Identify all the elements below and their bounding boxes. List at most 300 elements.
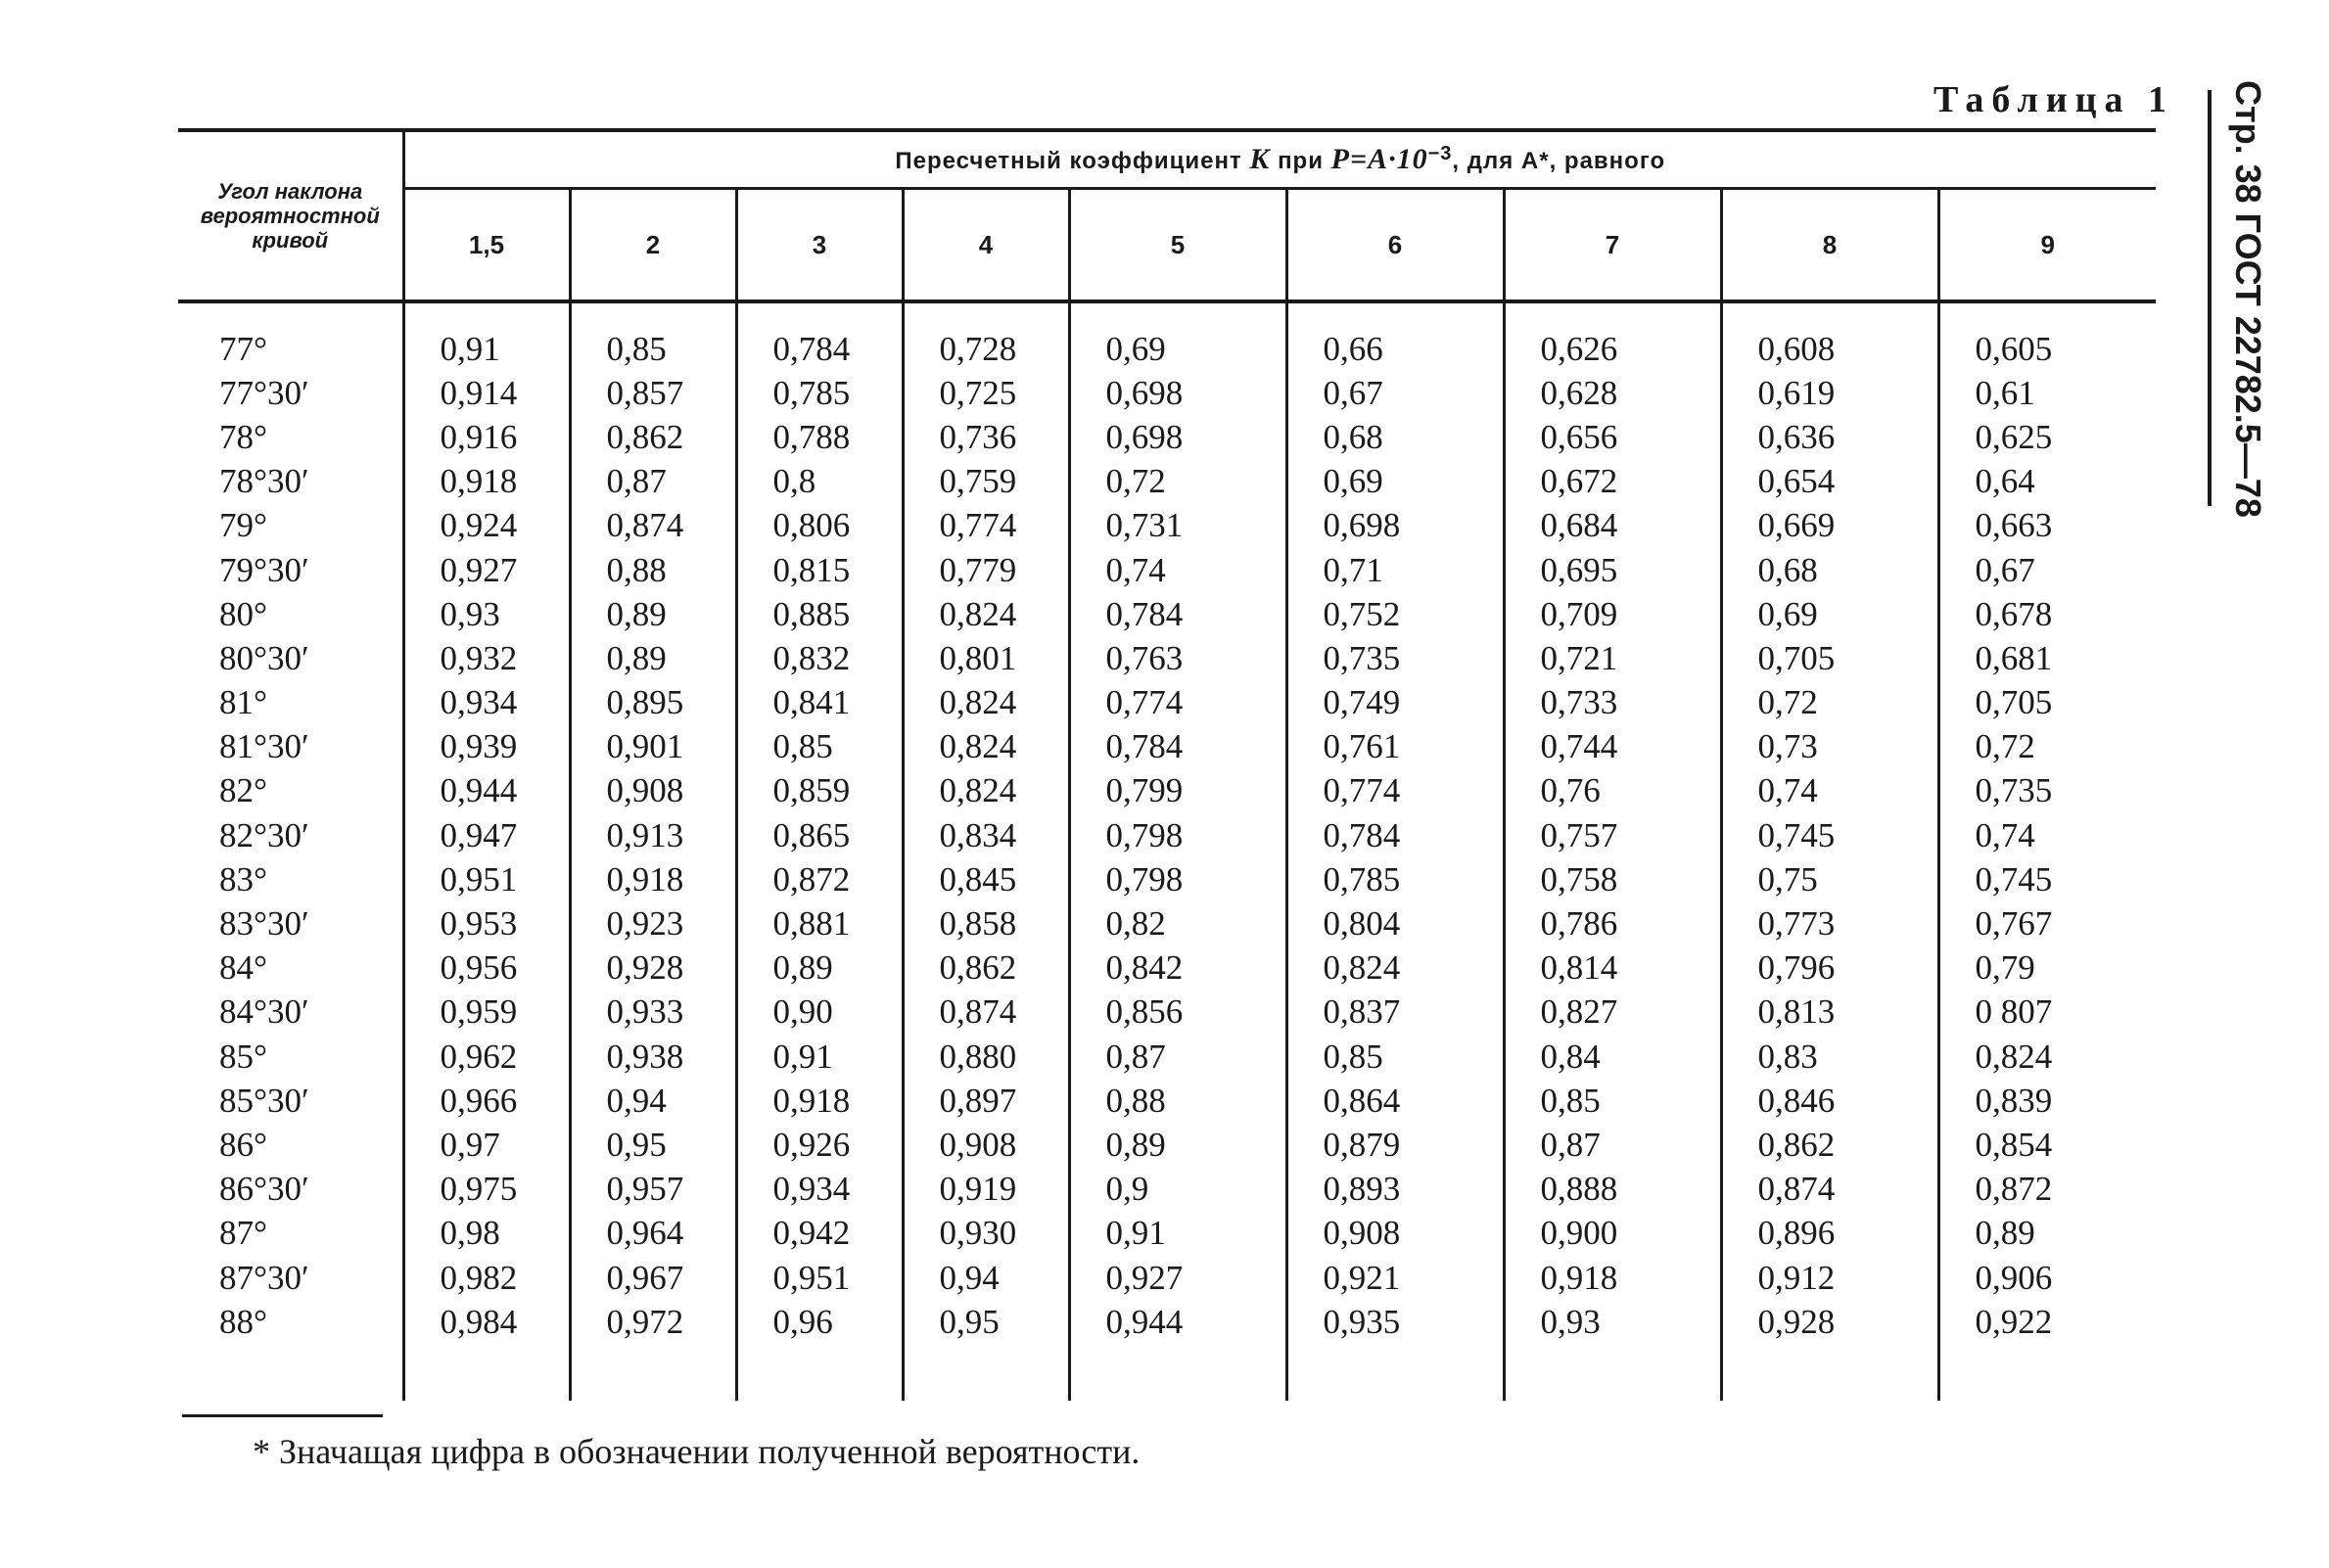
value-cell: 0,813	[1721, 991, 1938, 1035]
value-cell: 0,725	[903, 371, 1069, 415]
group-header-exponent: −3	[1427, 143, 1453, 164]
table-row	[178, 636, 2156, 680]
value-cell: 0,908	[1286, 1212, 1504, 1256]
value-cell: 0,749	[1286, 681, 1504, 725]
value-cell: 0,879	[1286, 1123, 1504, 1167]
value-cell: 0,888	[1504, 1168, 1721, 1212]
value-cell: 0,827	[1504, 991, 1721, 1035]
value-cell: 0,845	[903, 857, 1069, 901]
value-cell: 0,728	[903, 327, 1069, 371]
value-cell: 0,735	[1938, 769, 2156, 813]
value-cell: 0,944	[403, 769, 570, 813]
value-cell: 0,69	[1286, 460, 1504, 504]
value-cell: 0,95	[903, 1300, 1069, 1344]
value-cell: 0,656	[1504, 415, 1721, 459]
value-cell: 0,862	[570, 415, 736, 459]
table-row	[178, 1256, 2156, 1300]
column-header: 6	[1286, 189, 1504, 302]
value-cell: 0,824	[903, 592, 1069, 636]
value-cell: 0,605	[1938, 327, 2156, 371]
spacer-row	[178, 301, 2156, 327]
table-row	[178, 1035, 2156, 1079]
value-cell: 0,759	[903, 460, 1069, 504]
value-cell: 0,75	[1721, 857, 1938, 901]
value-cell: 0,913	[570, 813, 736, 857]
value-cell: 0,608	[1721, 327, 1938, 371]
value-cell: 0,785	[1286, 857, 1504, 901]
value-cell: 0,89	[570, 592, 736, 636]
value-cell: 0,66	[1286, 327, 1504, 371]
table-row	[178, 1123, 2156, 1167]
group-header-middle: при	[1278, 148, 1324, 174]
angle-cell: 78°30′	[219, 462, 309, 501]
table-row	[178, 725, 2156, 769]
column-header: 1,5	[403, 189, 570, 302]
value-cell: 0,927	[1069, 1256, 1286, 1300]
angle-cell: 81°30′	[219, 727, 309, 766]
tail-row	[178, 1344, 2156, 1401]
value-cell: 0,926	[736, 1123, 903, 1167]
value-cell: 0,799	[1069, 769, 1286, 813]
empty-cell	[903, 1344, 1069, 1401]
value-cell: 0,854	[1938, 1123, 2156, 1167]
value-cell: 0,824	[1938, 1035, 2156, 1079]
value-cell: 0,87	[1504, 1123, 1721, 1167]
empty-cell	[1069, 301, 1286, 327]
angle-cell: 80°30′	[219, 638, 309, 677]
column-header: 7	[1504, 189, 1721, 302]
column-header: 9	[1938, 189, 2156, 302]
value-cell: 0,824	[903, 725, 1069, 769]
value-cell: 0,784	[1069, 592, 1286, 636]
value-cell: 0,72	[1938, 725, 2156, 769]
value-cell: 0,916	[403, 415, 570, 459]
angle-cell: 79°30′	[219, 550, 309, 589]
value-cell: 0,67	[1286, 371, 1504, 415]
value-cell: 0,972	[570, 1300, 736, 1344]
value-cell: 0,67	[1938, 548, 2156, 592]
value-cell: 0,975	[403, 1168, 570, 1212]
value-cell: 0,788	[736, 415, 903, 459]
empty-cell	[1504, 301, 1721, 327]
empty-cell	[403, 301, 570, 327]
value-cell: 0,964	[570, 1212, 736, 1256]
angle-cell: 86°30′	[219, 1170, 309, 1209]
empty-cell	[1721, 301, 1938, 327]
value-cell: 0,859	[736, 769, 903, 813]
table-caption: Таблица 1	[1933, 79, 2175, 120]
value-cell: 0,832	[736, 636, 903, 680]
value-cell: 0,763	[1069, 636, 1286, 680]
value-cell: 0,774	[903, 504, 1069, 548]
value-cell: 0,91	[1069, 1212, 1286, 1256]
value-cell: 0,721	[1504, 636, 1721, 680]
value-cell: 0,85	[736, 725, 903, 769]
value-cell: 0,837	[1286, 991, 1504, 1035]
empty-cell	[1286, 1344, 1504, 1401]
value-cell: 0,779	[903, 548, 1069, 592]
table-row	[178, 504, 2156, 548]
angle-cell: 79°	[219, 506, 267, 545]
value-cell: 0,626	[1504, 327, 1721, 371]
angle-cell: 85°30′	[219, 1081, 309, 1120]
value-cell: 0,967	[570, 1256, 736, 1300]
empty-cell	[736, 301, 903, 327]
value-cell: 0,89	[1069, 1123, 1286, 1167]
value-cell: 0,824	[903, 681, 1069, 725]
value-cell: 0,918	[403, 460, 570, 504]
value-cell: 0,864	[1286, 1079, 1504, 1123]
value-cell: 0,774	[1069, 681, 1286, 725]
column-header-row	[178, 189, 2156, 302]
value-cell: 0,636	[1721, 415, 1938, 459]
value-cell: 0,784	[736, 327, 903, 371]
angle-cell: 87°	[219, 1214, 267, 1253]
page-header	[2218, 80, 2277, 518]
value-cell: 0,815	[736, 548, 903, 592]
stub-header-line-2: вероятностной	[200, 204, 380, 228]
value-cell: 0,72	[1721, 681, 1938, 725]
value-cell: 0,705	[1938, 681, 2156, 725]
value-cell: 0,672	[1504, 460, 1721, 504]
value-cell: 0,94	[903, 1256, 1069, 1300]
value-cell: 0,785	[736, 371, 903, 415]
value-cell: 0,921	[1286, 1256, 1504, 1300]
value-cell: 0,804	[1286, 901, 1504, 945]
value-cell: 0,88	[570, 548, 736, 592]
value-cell: 0,93	[1504, 1300, 1721, 1344]
value-cell: 0,628	[1504, 371, 1721, 415]
empty-cell	[1721, 1344, 1938, 1401]
value-cell: 0,796	[1721, 946, 1938, 991]
value-cell: 0,839	[1938, 1079, 2156, 1123]
value-cell: 0,72	[1069, 460, 1286, 504]
value-cell: 0,834	[903, 813, 1069, 857]
table-row	[178, 813, 2156, 857]
column-header: 8	[1721, 189, 1938, 302]
angle-cell: 77°	[219, 329, 267, 368]
value-cell: 0,962	[403, 1035, 570, 1079]
value-cell: 0,773	[1721, 901, 1938, 945]
value-cell: 0,684	[1504, 504, 1721, 548]
value-cell: 0,928	[1721, 1300, 1938, 1344]
empty-cell	[736, 1344, 903, 1401]
value-cell: 0,872	[736, 857, 903, 901]
value-cell: 0,824	[903, 769, 1069, 813]
value-cell: 0,757	[1504, 813, 1721, 857]
table-row	[178, 371, 2156, 415]
value-cell: 0,938	[570, 1035, 736, 1079]
value-cell: 0,919	[903, 1168, 1069, 1212]
angle-cell: 81°	[219, 683, 267, 722]
value-cell: 0,95	[570, 1123, 736, 1167]
table-row	[178, 1300, 2156, 1344]
table-row	[178, 1212, 2156, 1256]
value-cell: 0,842	[1069, 946, 1286, 991]
value-cell: 0,856	[1069, 991, 1286, 1035]
coefficient-table	[178, 128, 2156, 1401]
value-cell: 0,872	[1938, 1168, 2156, 1212]
value-cell: 0,90	[736, 991, 903, 1035]
value-cell: 0,91	[403, 327, 570, 371]
value-cell: 0,806	[736, 504, 903, 548]
value-cell: 0,85	[570, 327, 736, 371]
value-cell: 0,767	[1938, 901, 2156, 945]
table-body	[178, 301, 2156, 1401]
value-cell: 0,68	[1721, 548, 1938, 592]
value-cell: 0,901	[570, 725, 736, 769]
value-cell: 0,951	[403, 857, 570, 901]
value-cell: 0,735	[1286, 636, 1504, 680]
value-cell: 0,865	[736, 813, 903, 857]
column-header: 4	[903, 189, 1069, 302]
table-row	[178, 769, 2156, 813]
table-row	[178, 901, 2156, 945]
table-row	[178, 415, 2156, 459]
value-cell: 0,934	[403, 681, 570, 725]
value-cell: 0,846	[1721, 1079, 1938, 1123]
page-header-text: Стр. 38 ГОСТ 22782.5—78	[2228, 80, 2268, 518]
value-cell: 0,745	[1721, 813, 1938, 857]
table-row	[178, 548, 2156, 592]
value-cell: 0,918	[1504, 1256, 1721, 1300]
stub-header-line-1: Угол наклона	[217, 179, 363, 204]
value-cell: 0,87	[1069, 1035, 1286, 1079]
value-cell: 0,885	[736, 592, 903, 636]
group-header-prefix: Пересчетный коэффициент	[895, 148, 1242, 174]
coefficient-group-header	[403, 130, 2156, 189]
group-header-formula: P=A·10	[1330, 143, 1428, 175]
value-cell: 0,695	[1504, 548, 1721, 592]
value-cell: 0,908	[570, 769, 736, 813]
angle-cell: 86°	[219, 1125, 267, 1164]
value-cell: 0,745	[1938, 857, 2156, 901]
angle-cell: 87°30′	[219, 1258, 309, 1297]
value-cell: 0,798	[1069, 857, 1286, 901]
value-cell: 0,87	[570, 460, 736, 504]
angle-cell: 77°30′	[219, 373, 309, 412]
table-row	[178, 1079, 2156, 1123]
value-cell: 0,705	[1721, 636, 1938, 680]
value-cell: 0,85	[1286, 1035, 1504, 1079]
value-cell: 0,951	[736, 1256, 903, 1300]
empty-cell	[178, 1344, 403, 1401]
value-cell: 0,841	[736, 681, 903, 725]
group-header-suffix: , для A*, равного	[1452, 148, 1666, 174]
column-header: 2	[570, 189, 736, 302]
group-header-k: K	[1249, 143, 1271, 175]
value-cell: 0,69	[1721, 592, 1938, 636]
value-cell: 0,982	[403, 1256, 570, 1300]
value-cell: 0,934	[736, 1168, 903, 1212]
empty-cell	[1504, 1344, 1721, 1401]
value-cell: 0,761	[1286, 725, 1504, 769]
value-cell: 0,678	[1938, 592, 2156, 636]
table-row	[178, 327, 2156, 371]
value-cell: 0,98	[403, 1212, 570, 1256]
value-cell: 0,698	[1069, 415, 1286, 459]
value-cell: 0,939	[403, 725, 570, 769]
value-cell: 0,874	[1721, 1168, 1938, 1212]
value-cell: 0,758	[1504, 857, 1721, 901]
value-cell: 0,959	[403, 991, 570, 1035]
empty-cell	[1938, 1344, 2156, 1401]
value-cell: 0,61	[1938, 371, 2156, 415]
value-cell: 0,76	[1504, 769, 1721, 813]
value-cell: 0,956	[403, 946, 570, 991]
empty-cell	[1938, 301, 2156, 327]
value-cell: 0,881	[736, 901, 903, 945]
value-cell: 0,914	[403, 371, 570, 415]
value-cell: 0,932	[403, 636, 570, 680]
value-cell: 0,947	[403, 813, 570, 857]
value-cell: 0,874	[570, 504, 736, 548]
value-cell: 0,69	[1069, 327, 1286, 371]
value-cell: 0,923	[570, 901, 736, 945]
value-cell: 0,96	[736, 1300, 903, 1344]
value-cell: 0,744	[1504, 725, 1721, 769]
value-cell: 0,858	[903, 901, 1069, 945]
value-cell: 0,942	[736, 1212, 903, 1256]
value-cell: 0,85	[1504, 1079, 1721, 1123]
value-cell: 0,862	[903, 946, 1069, 991]
empty-cell	[178, 301, 403, 327]
value-cell: 0,731	[1069, 504, 1286, 548]
table-row	[178, 460, 2156, 504]
page-header-rule	[2208, 90, 2212, 506]
empty-cell	[570, 301, 736, 327]
value-cell: 0,74	[1721, 769, 1938, 813]
value-cell: 0,74	[1069, 548, 1286, 592]
value-cell: 0,900	[1504, 1212, 1721, 1256]
value-cell: 0,89	[1938, 1212, 2156, 1256]
value-cell: 0,82	[1069, 901, 1286, 945]
value-cell: 0,874	[903, 991, 1069, 1035]
value-cell: 0,912	[1721, 1256, 1938, 1300]
table-row	[178, 1168, 2156, 1212]
value-cell: 0,928	[570, 946, 736, 991]
value-cell: 0,97	[403, 1123, 570, 1167]
value-cell: 0,933	[570, 991, 736, 1035]
empty-cell	[903, 301, 1069, 327]
value-cell: 0,897	[903, 1079, 1069, 1123]
angle-cell: 82°	[219, 771, 267, 810]
table-row	[178, 991, 2156, 1035]
stub-header-line-3: кривой	[252, 228, 329, 253]
value-cell: 0,906	[1938, 1256, 2156, 1300]
value-cell: 0,89	[736, 946, 903, 991]
value-cell: 0,966	[403, 1079, 570, 1123]
value-cell: 0,814	[1504, 946, 1721, 991]
value-cell: 0,681	[1938, 636, 2156, 680]
value-cell: 0,654	[1721, 460, 1938, 504]
value-cell: 0,924	[403, 504, 570, 548]
value-cell: 0,79	[1938, 946, 2156, 991]
value-cell: 0,784	[1069, 725, 1286, 769]
empty-cell	[570, 1344, 736, 1401]
value-cell: 0,922	[1938, 1300, 2156, 1344]
value-cell: 0,918	[736, 1079, 903, 1123]
value-cell: 0,798	[1069, 813, 1286, 857]
angle-cell: 83°	[219, 859, 267, 899]
table-row	[178, 681, 2156, 725]
value-cell: 0,93	[403, 592, 570, 636]
empty-cell	[1069, 1344, 1286, 1401]
value-cell: 0,930	[903, 1212, 1069, 1256]
value-cell: 0,733	[1504, 681, 1721, 725]
column-header: 3	[736, 189, 903, 302]
angle-column-header	[178, 130, 403, 301]
footnote: * Значащая цифра в обозначении полученной вероятности.	[253, 1432, 1141, 1471]
value-cell: 0,736	[903, 415, 1069, 459]
value-cell: 0,663	[1938, 504, 2156, 548]
value-cell: 0,68	[1286, 415, 1504, 459]
empty-cell	[1286, 301, 1504, 327]
value-cell: 0,774	[1286, 769, 1504, 813]
value-cell: 0,64	[1938, 460, 2156, 504]
value-cell: 0,709	[1504, 592, 1721, 636]
value-cell: 0,824	[1286, 946, 1504, 991]
table-row	[178, 857, 2156, 901]
value-cell: 0,752	[1286, 592, 1504, 636]
value-cell: 0,944	[1069, 1300, 1286, 1344]
value-cell: 0,698	[1286, 504, 1504, 548]
value-cell: 0,71	[1286, 548, 1504, 592]
value-cell: 0,935	[1286, 1300, 1504, 1344]
value-cell: 0,784	[1286, 813, 1504, 857]
table-row	[178, 592, 2156, 636]
value-cell: 0,984	[403, 1300, 570, 1344]
angle-cell: 78°	[219, 417, 267, 456]
column-header: 5	[1069, 189, 1286, 302]
value-cell: 0,83	[1721, 1035, 1938, 1079]
value-cell: 0,73	[1721, 725, 1938, 769]
empty-cell	[403, 1344, 570, 1401]
table-row	[178, 946, 2156, 991]
angle-cell: 88°	[219, 1302, 267, 1341]
value-cell: 0,9	[1069, 1168, 1286, 1212]
value-cell: 0 807	[1938, 991, 2156, 1035]
footnote-rule	[182, 1414, 383, 1417]
value-cell: 0,74	[1938, 813, 2156, 857]
value-cell: 0,625	[1938, 415, 2156, 459]
value-cell: 0,957	[570, 1168, 736, 1212]
value-cell: 0,91	[736, 1035, 903, 1079]
value-cell: 0,893	[1286, 1168, 1504, 1212]
value-cell: 0,895	[570, 681, 736, 725]
angle-cell: 84°30′	[219, 992, 309, 1032]
angle-cell: 85°	[219, 1037, 267, 1076]
angle-cell: 82°30′	[219, 815, 309, 854]
value-cell: 0,619	[1721, 371, 1938, 415]
angle-cell: 84°	[219, 948, 267, 988]
value-cell: 0,918	[570, 857, 736, 901]
value-cell: 0,84	[1504, 1035, 1721, 1079]
value-cell: 0,94	[570, 1079, 736, 1123]
value-cell: 0,89	[570, 636, 736, 680]
angle-cell: 83°30′	[219, 904, 309, 944]
angle-cell: 80°	[219, 594, 267, 633]
value-cell: 0,953	[403, 901, 570, 945]
value-cell: 0,698	[1069, 371, 1286, 415]
value-cell: 0,896	[1721, 1212, 1938, 1256]
value-cell: 0,786	[1504, 901, 1721, 945]
value-cell: 0,669	[1721, 504, 1938, 548]
value-cell: 0,927	[403, 548, 570, 592]
value-cell: 0,801	[903, 636, 1069, 680]
value-cell: 0,862	[1721, 1123, 1938, 1167]
value-cell: 0,908	[903, 1123, 1069, 1167]
